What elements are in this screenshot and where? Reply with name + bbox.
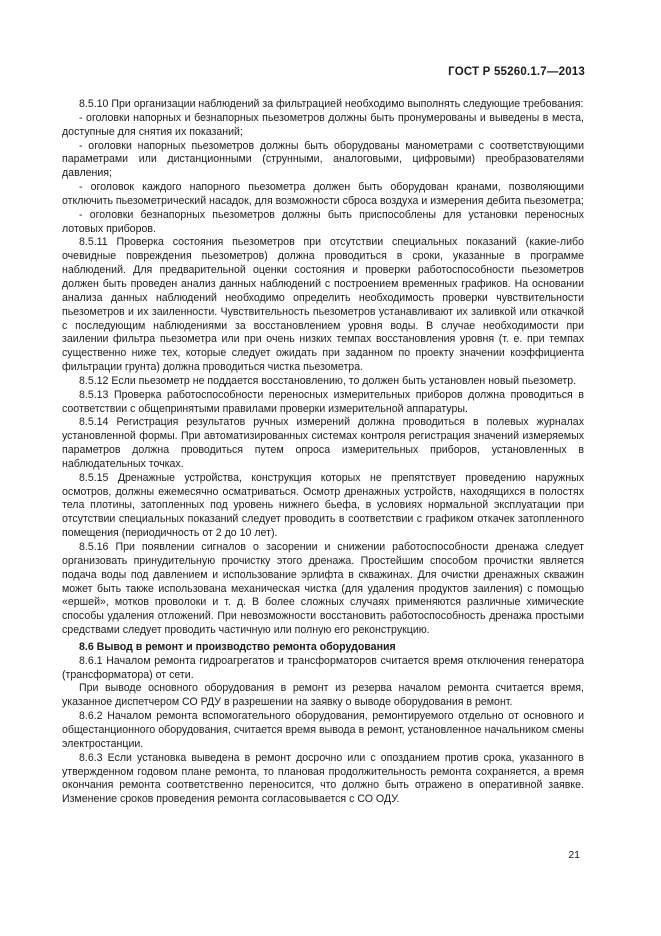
list-item-valves: - оголовок каждого напорного пьезометра должен быть оборудован кранами, позволяющими отключить пьезометрический насадок, для возможности сброса воздуха и измерения дебита пьезометра; [62, 181, 584, 207]
paragraph-8-5-10: 8.5.10 При организации наблюдений за фильтрацией необходимо выполнять следующие требования: [79, 98, 584, 110]
paragraph-8-5-14: 8.5.14 Регистрация результатов ручных измерений должна проводиться в полевых журналах установленной формы. При автоматизированных системах контроля регистрация значений измеряемых параметров должна проводиться путем опроса измерительных приборов, установленных в наблюдательных точках. [62, 416, 584, 470]
paragraph-8-5-13: 8.5.13 Проверка работоспособности переносных измерительных приборов должна проводиться в соответствии с общепринятыми правилами проверки измерительной аппаратуры. [62, 388, 584, 415]
paragraph-reserve-equipment: При выводе основного оборудования в ремонт из резерва началом ремонта считается время, указанное диспетчером СО РДУ в разрешении на заявку о выводе оборудования в ремонт. [62, 682, 584, 709]
paragraph-8-5-12: 8.5.12 Если пьезометр не поддается восстановлению, то должен быть установлен новый пьезометр. [79, 374, 577, 387]
list-item-piezometer-numbering: - оголовки напорных и безнапорных пьезометров должны быть пронумерованы и выведены в места, доступные для снятия их показаний; [62, 111, 584, 138]
page-number: 21 [568, 849, 580, 861]
paragraph-8-6-2: 8.6.2 Началом ремонта вспомогательного оборудования, ремонтируемого отдельно от основного и общестанционного оборудования, считается время вывода в ремонт, установленное начальником смены электростанции. [62, 710, 584, 750]
document-body [62, 98, 584, 807]
paragraph-8-5-16: 8.5.16 При появлении сигналов о засорении и снижении работоспособности дренажа следует организовать принудительную прочистку этого дренажа. Простейшим способом прочистки является подача воды под давлением и использование эрлифта в скважинах. Для очистки дренажных скважин может быть также использована механическая чистка (для удаления продуктов заиления) с помощью «ершей», мотков проволоки и т. д. В более сложных случаях применяются различные химические способы удаления отложений. При невозможности восстановить работоспособность дренажа простыми средствами следует проводить частичную или полную его реконструкцию. [62, 541, 584, 637]
paragraph-8-5-15: 8.5.15 Дренажные устройства, конструкция которых не препятствует проведению наружных осмотров, должны ежемесячно осматриваться. Осмотр дренажных устройств, находящихся в полостях тела плотины, затопленных под уровень нижнего бьефа, в условиях нормальной эксплуатации при отсутствии специальных показаний следует проводить в соответствии с графиком откачек затопленного помещения (периодичность от 2 до 10 лет). [62, 471, 584, 540]
paragraph-8-6-1: 8.6.1 Началом ремонта гидроагрегатов и трансформаторов считается время отключения генератора (трансформатора) от сети. [62, 654, 584, 681]
standard-number-header: ГОСТ Р 55260.1.7—2013 [448, 66, 585, 78]
paragraph-8-6-3: 8.6.3 Если установка выведена в ремонт досрочно или с опозданием против срока, указанного в утвержденном годовом плане ремонта, то плановая продолжительность ремонта сохраняется, а время окончания ремонта соответственно переносится, что должно быть отражено в оперативной заявке. Изменение сроков проведения ремонта согласовывается с СО ОДУ. [62, 751, 584, 806]
paragraph-8-5-11: 8.5.11 Проверка состояния пьезометров при отсутствии специальных показаний (какие-либо очевидные повреждения пьезометров) должна проводиться в сроки, указанные в программе наблюдений. Для предварительной оценки состояния и проверки работоспособности пьезометров должен быть проведен анализ данных наблюдений с построением временных графиков. На основании анализа данных наблюдений необходимо определить необходимость проверки чувствительности пьезометров и их заиленности. Чувствительность пьезометров устанавливают их заливкой или откачкой с последующим наблюдениями за восстановлением уровня воды. В случае необходимости при заилении фильтра пьезометра или при очень низких темпах восстановления уровня (т. е. при темпах существенно ниже тех, которые следует ожидать при заданном по проекту значении коэффициента фильтрации грунта) должна проводиться чистка пьезометра. [62, 236, 584, 374]
list-item-pressure-gauges: - оголовки напорных пьезометров должны быть оборудованы манометрами с соответствующими параметрами или дистанционными (струнными, аналоговыми, цифровыми) преобразователями давления; [62, 139, 584, 180]
list-item-portable-devices: - оголовки безнапорных пьезометров должны быть приспособлены для установки переносных лотовых приборов. [62, 208, 584, 235]
section-heading-8-6: 8.6 Вывод в ремонт и производство ремонта оборудования [79, 640, 396, 653]
